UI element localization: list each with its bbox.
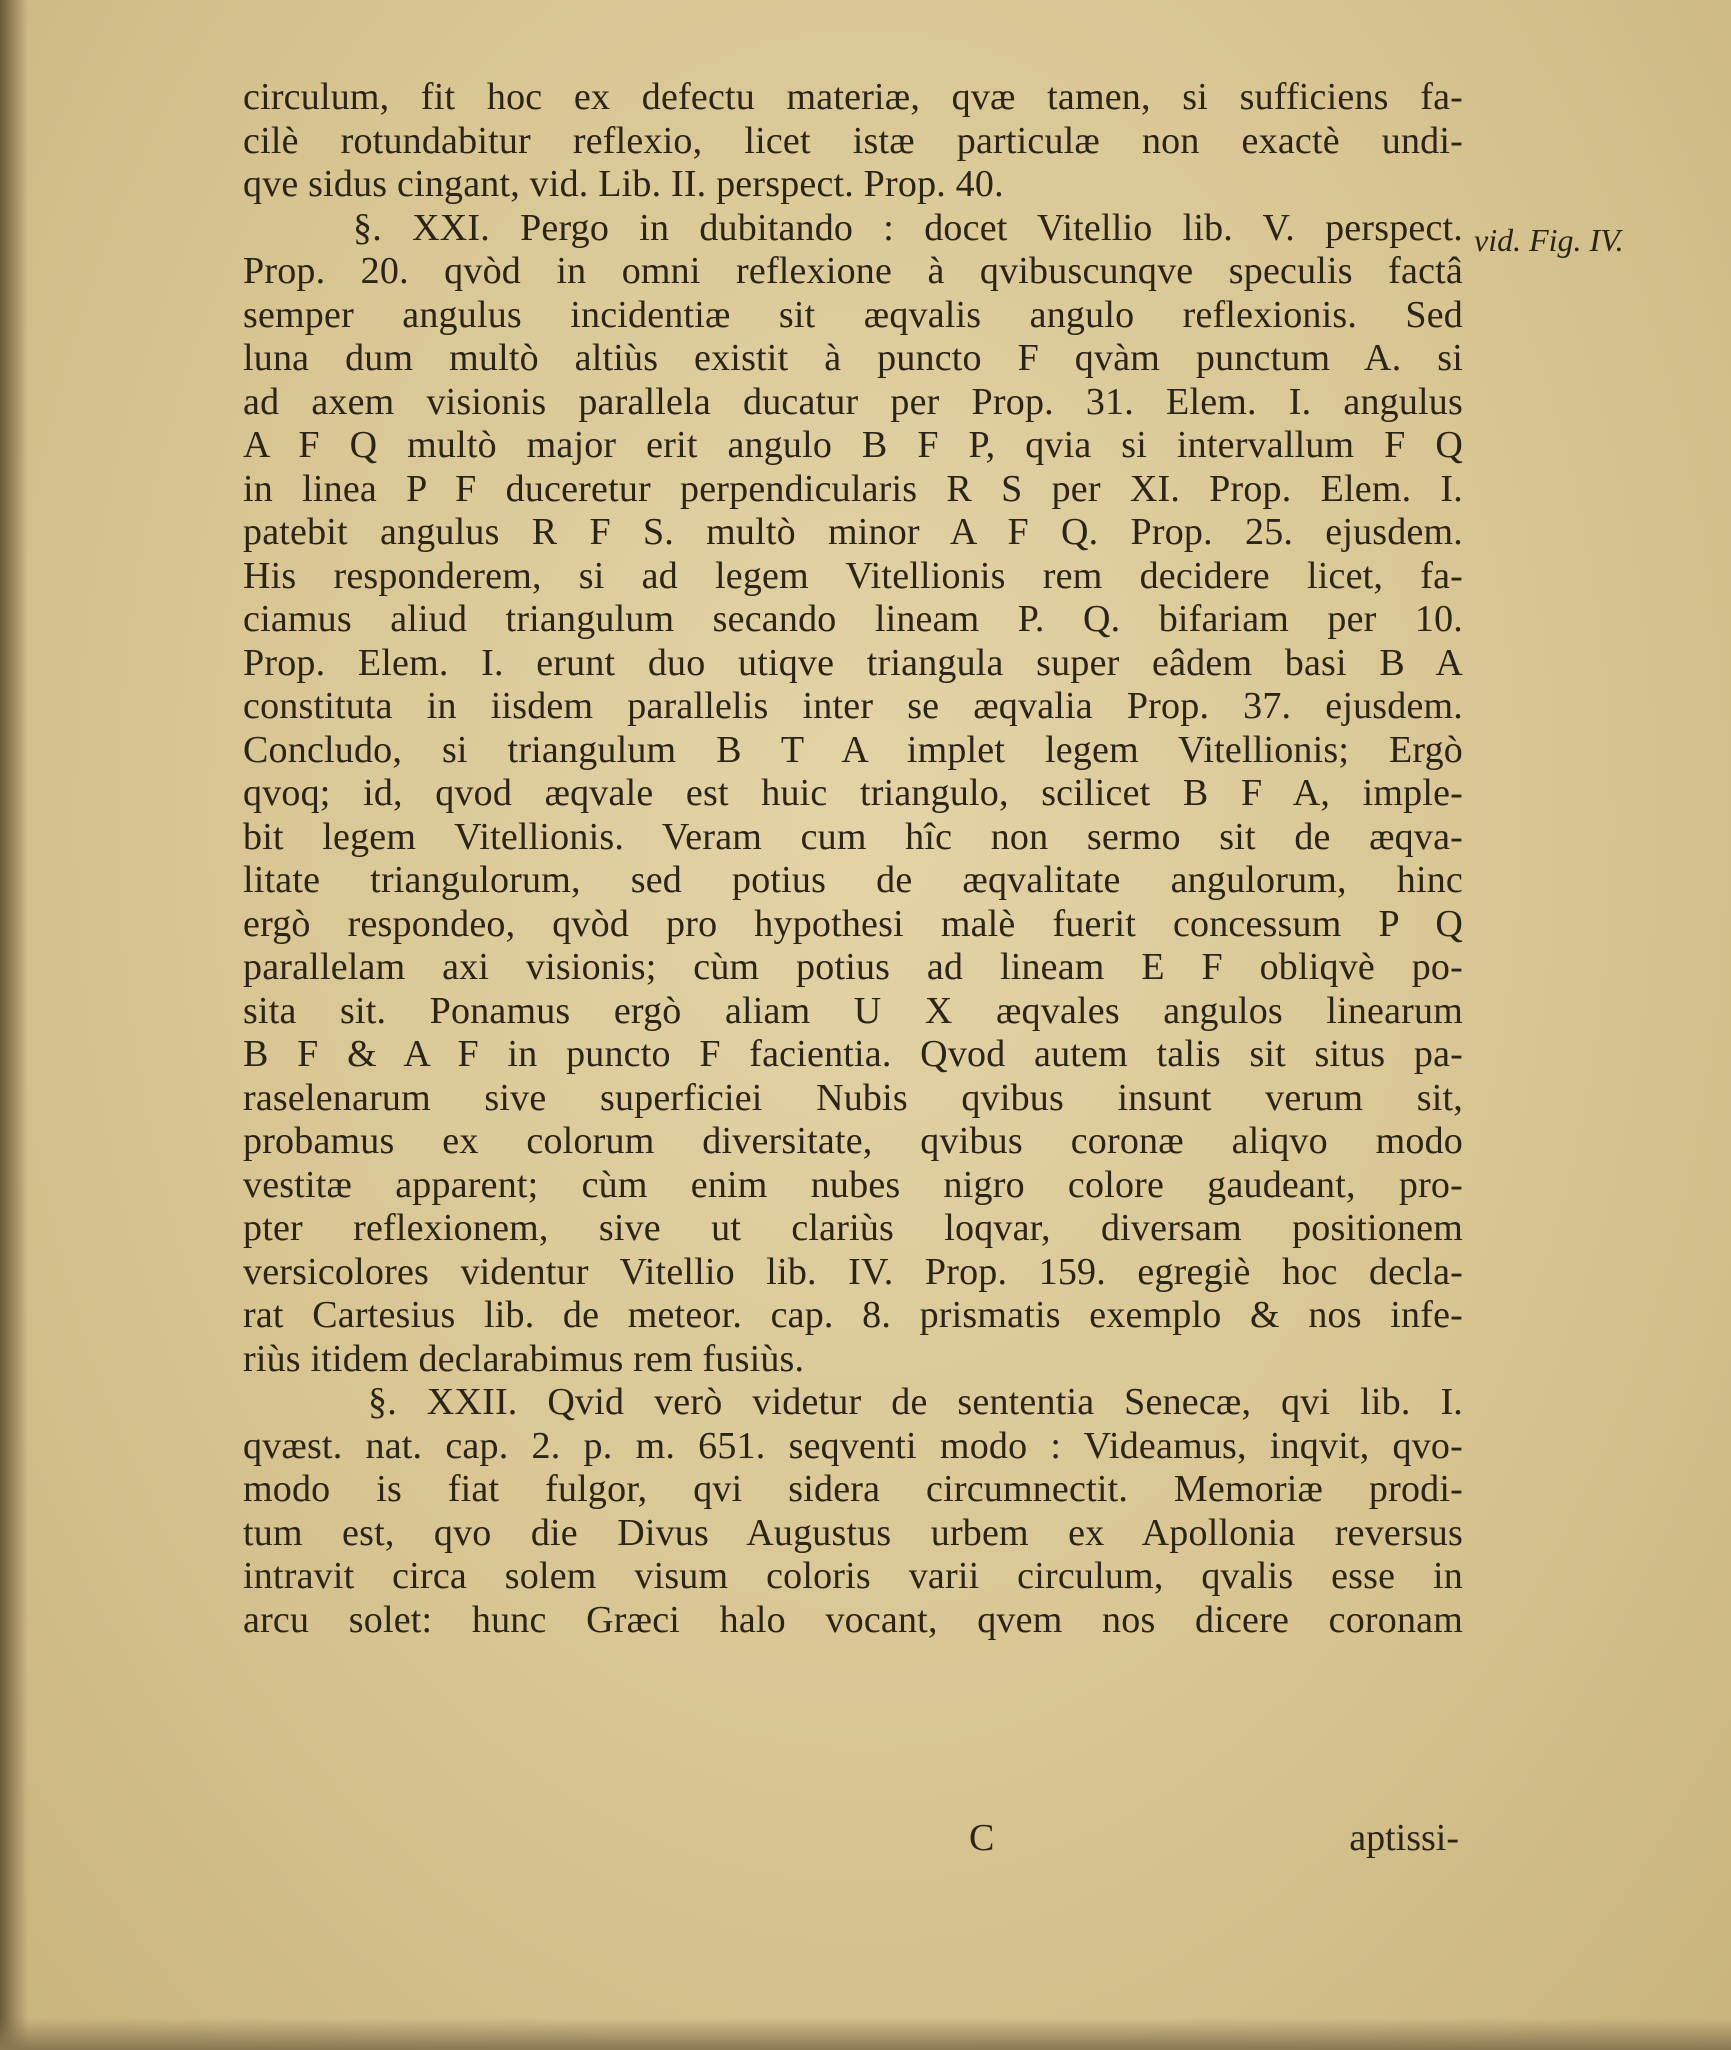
text-line: ergò respondeo, qvòd pro hypothesi malè fuerit concessum P Q (243, 902, 1463, 945)
text-line: pter reflexionem, sive ut clariùs loqvar, diversam positionem (243, 1207, 1463, 1249)
text-line: A F Q multò major erit angulo B F P, qvia si intervallum F Q (243, 424, 1463, 466)
text-line: constituta in iisdem parallelis inter se æqvalia Prop. 37. ejusdem. (243, 685, 1463, 727)
margin-note: vid. Fig. IV. (1474, 222, 1624, 258)
text-line: qvæst. nat. cap. 2. p. m. 651. seqventi modo : Videamus, inqvit, qvo- (243, 1424, 1463, 1467)
text-line: raselenarum sive superficiei Nubis qvibus insunt verum sit, (243, 1076, 1463, 1119)
text-line: in linea P F duceretur perpendicularis R S per XI. Prop. Elem. I. (243, 467, 1463, 510)
text-line: §. XXII. Qvid verò videtur de sententia Senecæ, qvi lib. I. (368, 1381, 1463, 1423)
text-line: parallelam axi visionis; cùm potius ad lineam E F obliqvè po- (243, 946, 1463, 988)
text-line: Prop. 20. qvòd in omni reflexione à qvibuscunqve speculis factâ (243, 250, 1463, 292)
signature-mark: C (969, 1817, 995, 1859)
text-line: ciamus aliud triangulum secando lineam P. Q. bifariam per 10. (243, 598, 1463, 640)
text-line: vestitæ apparent; cùm enim nubes nigro colore gaudeant, pro- (243, 1163, 1463, 1206)
text-line: His responderem, si ad legem Vitellionis rem decidere licet, fa- (243, 554, 1463, 597)
page-bottom-edge (0, 2018, 1731, 2050)
text-line: B F & A F in puncto F facientia. Qvod autem talis sit situs pa- (243, 1033, 1463, 1075)
text-line: Prop. Elem. I. erunt duo utiqve triangula super eâdem basi B A (243, 641, 1463, 684)
page-footer (243, 1816, 1463, 1860)
text-line: bit legem Vitellionis. Veram cum hîc non sermo sit de æqva- (243, 815, 1463, 858)
text-line: intravit circa solem visum coloris varii circulum, qvalis esse in (243, 1555, 1463, 1597)
text-line: patebit angulus R F S. multò minor A F Q. Prop. 25. ejusdem. (243, 511, 1463, 553)
text-line: versicolores videntur Vitellio lib. IV. Prop. 159. egregiè hoc decla- (243, 1250, 1463, 1293)
text-line: probamus ex colorum diversitate, qvibus coronæ aliqvo modo (243, 1120, 1463, 1162)
text-line: tum est, qvo die Divus Augustus urbem ex Apollonia reversus (243, 1511, 1463, 1554)
text-line: rat Cartesius lib. de meteor. cap. 8. prismatis exemplo & nos infe- (243, 1294, 1463, 1336)
text-line: semper angulus incidentiæ sit æqvalis angulo reflexionis. Sed (243, 293, 1463, 336)
text-line: circulum, fit hoc ex defectu materiæ, qvæ tamen, si sufficiens fa- (243, 76, 1463, 118)
text-line: cilè rotundabitur reflexio, licet istæ particulæ non exactè undi- (243, 119, 1463, 162)
binding-gutter (0, 0, 28, 2050)
text-line: qve sidus cingant, vid. Lib. II. perspect. Prop. 40. (243, 163, 1004, 205)
text-line: Concludo, si triangulum B T A implet legem Vitellionis; Ergò (243, 728, 1463, 771)
body-text (243, 76, 1463, 1642)
text-line: §. XXI. Pergo in dubitando : docet Vitellio lib. V. perspect. (353, 206, 1463, 249)
text-line: modo is fiat fulgor, qvi sidera circumnectit. Memoriæ prodi- (243, 1468, 1463, 1510)
text-line: luna dum multò altiùs existit à puncto F qvàm punctum A. si (243, 337, 1463, 379)
text-line: sita sit. Ponamus ergò aliam U X æqvales angulos linearum (243, 989, 1463, 1032)
text-line: qvoq; id, qvod æqvale est huic triangulo, scilicet B F A, imple- (243, 772, 1463, 814)
catchword: aptissi- (1349, 1817, 1459, 1859)
text-line: arcu solet: hunc Græci halo vocant, qvem nos dicere coronam (243, 1598, 1463, 1641)
text-line: litate triangulorum, sed potius de æqvalitate angulorum, hinc (243, 859, 1463, 901)
text-line: ad axem visionis parallela ducatur per Prop. 31. Elem. I. angulus (243, 380, 1463, 423)
text-line: riùs itidem declarabimus rem fusiùs. (243, 1337, 805, 1380)
